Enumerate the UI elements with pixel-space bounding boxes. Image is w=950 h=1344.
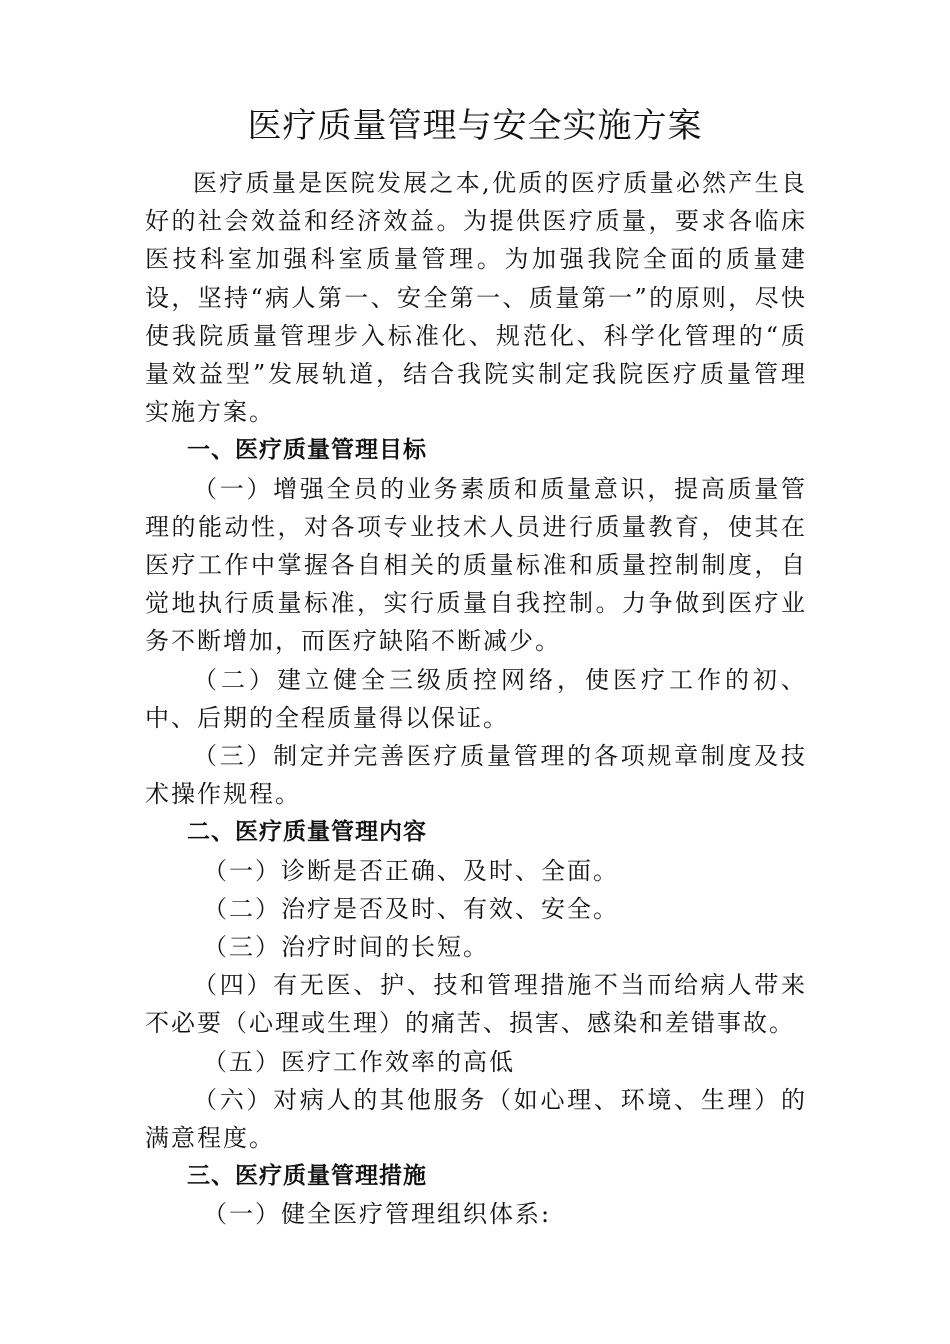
document-title: 医疗质量管理与安全实施方案	[247, 106, 703, 146]
section-2-item-2: （二）治疗是否及时、有效、安全。	[203, 894, 619, 923]
section-2-item-1: （一）诊断是否正确、及时、全面。	[203, 856, 619, 885]
section-2-item-6: （六）对病人的其他服务（如心理、环境、生理）的满意程度。	[145, 1085, 807, 1153]
section-2-item-4: （四）有无医、护、技和管理措施不当而给病人带来不必要（心理或生理）的痛苦、损害、感染和差错事故。	[145, 971, 807, 1038]
section-2-item-3: （三）治疗时间的长短。	[203, 933, 489, 962]
section-2-item-5: （五）医疗工作效率的高低	[203, 1047, 515, 1076]
section-3-heading: 三、医疗质量管理措施	[187, 1163, 427, 1190]
section-1-item-2: （二）建立健全三级质控网络，使医疗工作的初、中、后期的全程质量得以保证。	[145, 665, 807, 732]
section-1-item-3: （三）制定并完善医疗质量管理的各项规章制度及技术操作规程。	[145, 742, 807, 809]
section-2-heading: 二、医疗质量管理内容	[187, 819, 427, 846]
section-1-heading: 一、医疗质量管理目标	[187, 437, 427, 464]
document-body	[145, 164, 807, 1234]
section-1-item-1: （一）增强全员的业务素质和质量意识，提高质量管理的能动性，对各项专业技术人员进行质量教育，使其在医疗工作中掌握各自相关的质量标准和质量控制制度，自觉地执行质量标准，实行质量自我控制。力争做到医疗业务不断增加，而医疗缺陷不断减少。	[145, 474, 807, 656]
intro-paragraph: 医疗质量是医院发展之本,优质的医疗质量必然产生良好的社会效益和经济效益。为提供医疗质量，要求各临床医技科室加强科室质量管理。为加强我院全面的质量建设，坚持“病人第一、安全第一、质量第一”的原则，尽快使我院质量管理步入标准化、规范化、科学化管理的“质量效益型”发展轨道，结合我院实制定我院医疗质量管理实施方案。	[145, 169, 807, 427]
section-3-item-1: （一）健全医疗管理组织体系:	[203, 1200, 552, 1229]
